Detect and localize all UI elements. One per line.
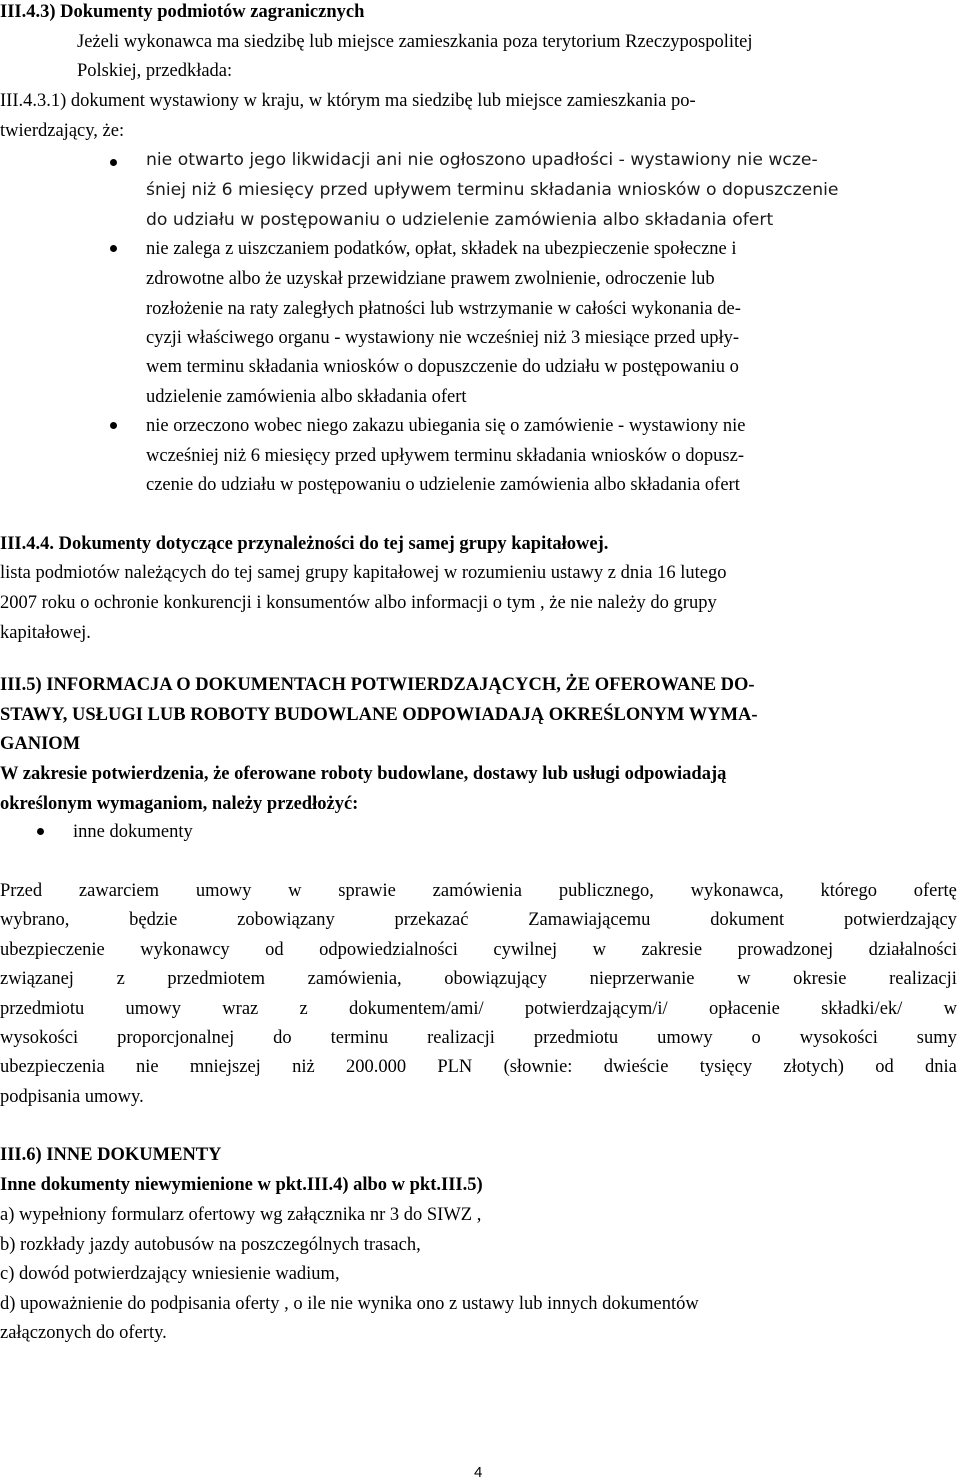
bullet-text: do udziału w postępowaniu o udzielenie zamówienia albo składania ofert xyxy=(146,210,774,230)
word: w xyxy=(737,969,751,989)
list-item: d) upoważnienie do podpisania oferty , o ile nie wynika ono z ustawy lub innych dokumentów xyxy=(0,1294,699,1314)
bullet-text: nie otwarto jego likwidacji ani nie ogłoszono upadłości - wystawiony nie wcze- xyxy=(146,150,818,170)
section-heading-4-3: III.4.3) Dokumenty podmiotów zagranicznych xyxy=(0,2,365,22)
paragraph-line xyxy=(0,1029,957,1048)
paragraph-line: podpisania umowy. xyxy=(0,1087,144,1107)
section-heading-5: STAWY, USŁUGI LUB ROBOTY BUDOWLANE ODPOWIADAJĄ OKREŚLONYM WYMA- xyxy=(0,705,758,725)
paragraph-line: 2007 roku o ochronie konkurencji i konsumentów albo informacji o tym , że nie należy do grupy xyxy=(0,593,717,613)
bullet-text: nie orzeczono wobec niego zakazu ubiegania się o zamówienie - wystawiony nie xyxy=(146,416,746,436)
word: z xyxy=(299,999,308,1019)
section-subheading: W zakresie potwierdzenia, że oferowane roboty budowlane, dostawy lub usługi odpowiadają xyxy=(0,764,727,784)
list-item: b) rozkłady jazdy autobusów na poszczególnych trasach, xyxy=(0,1235,421,1255)
word: prowadzonej xyxy=(737,940,834,960)
word: okresie xyxy=(793,969,847,989)
word: ubezpieczenie xyxy=(0,940,105,960)
word: sumy xyxy=(916,1028,957,1048)
word: przedmiotem xyxy=(167,969,266,989)
bullet-icon xyxy=(37,828,44,835)
section-subheading: Inne dokumenty niewymienione w pkt.III.4) albo w pkt.III.5) xyxy=(0,1175,483,1195)
word: nieprzerwanie xyxy=(589,969,695,989)
paragraph-line xyxy=(0,941,957,960)
word: wykonawcy xyxy=(140,940,230,960)
word: zamówienia, xyxy=(307,969,402,989)
intro-line: Polskiej, przedkłada: xyxy=(77,61,233,81)
subsection-line: twierdzający, że: xyxy=(0,121,125,141)
word: zamówienia xyxy=(432,881,523,901)
word: dnia xyxy=(925,1057,957,1077)
bullet-text: śniej niż 6 miesięcy przed upływem terminu składania wniosków o dopuszczenie xyxy=(146,180,839,200)
word: realizacji xyxy=(889,969,957,989)
bullet-text: inne dokumenty xyxy=(73,822,193,842)
paragraph-line: kapitałowej. xyxy=(0,623,91,643)
bullet-text: czenie do udziału w postępowaniu o udzielenie zamówienia albo składania ofert xyxy=(146,475,740,495)
word: dokumentem/ami/ xyxy=(349,999,484,1019)
word: realizacji xyxy=(427,1028,495,1048)
paragraph-line xyxy=(0,911,957,930)
word: nie xyxy=(136,1057,159,1077)
word: potwierdzający xyxy=(843,910,957,930)
word: umowy xyxy=(125,999,182,1019)
word: (słownie: xyxy=(503,1057,573,1077)
word: umowy xyxy=(195,881,252,901)
word: działalności xyxy=(868,940,957,960)
word: publicznego, xyxy=(558,881,654,901)
section-heading-4-4: III.4.4. Dokumenty dotyczące przynależności do tej samej grupy kapitałowej. xyxy=(0,534,609,554)
word: składki/ek/ xyxy=(821,999,903,1019)
word: tysięcy xyxy=(699,1057,753,1077)
word: w xyxy=(943,999,957,1019)
word: niż xyxy=(292,1057,315,1077)
word: którego xyxy=(820,881,877,901)
bullet-icon xyxy=(110,159,117,166)
section-subheading: określonym wymaganiom, należy przedłożyć: xyxy=(0,794,359,814)
word: wykonawca, xyxy=(690,881,784,901)
word: Zamawiającemu xyxy=(528,910,651,930)
word: złotych) xyxy=(783,1057,844,1077)
word: dokument xyxy=(710,910,785,930)
word: dwieście xyxy=(603,1057,669,1077)
word: zobowiązany xyxy=(237,910,335,930)
list-item: a) wypełniony formularz ofertowy wg załącznika nr 3 do SIWZ , xyxy=(0,1205,482,1225)
word: potwierdzającym/i/ xyxy=(524,999,668,1019)
section-heading-5: III.5) INFORMACJA O DOKUMENTACH POTWIERDZAJĄCYCH, ŻE OFEROWANE DO- xyxy=(0,675,755,695)
word: PLN xyxy=(437,1057,473,1077)
paragraph-line xyxy=(0,1058,957,1077)
bullet-text: udzielenie zamówienia albo składania ofert xyxy=(146,387,467,407)
word: przedmiotu xyxy=(533,1028,619,1048)
bullet-text: wcześniej niż 6 miesięcy przed upływem terminu składania wniosków o dopusz- xyxy=(146,446,745,466)
word: związanej xyxy=(0,969,74,989)
word: do xyxy=(273,1028,292,1048)
word: odpowiedzialności xyxy=(319,940,458,960)
word: przekazać xyxy=(394,910,469,930)
word: obowiązujący xyxy=(444,969,548,989)
bullet-text: wem terminu składania wniosków o dopuszczenie do udziału w postępowaniu o xyxy=(146,357,739,377)
section-heading-6: III.6) INNE DOKUMENTY xyxy=(0,1145,222,1165)
word: od xyxy=(875,1057,894,1077)
paragraph-line xyxy=(0,882,957,901)
word: mniejszej xyxy=(189,1057,261,1077)
word: 200.000 xyxy=(345,1057,407,1077)
bullet-icon xyxy=(110,245,117,252)
word: zawarciem xyxy=(78,881,160,901)
word: wybrano, xyxy=(0,910,70,930)
word: Przed xyxy=(0,881,43,901)
bullet-icon xyxy=(110,422,117,429)
subsection-line: III.4.3.1) dokument wystawiony w kraju, w którym ma siedzibę lub miejsce zamieszkania po- xyxy=(0,91,696,111)
paragraph-line: lista podmiotów należących do tej samej grupy kapitałowej w rozumieniu ustawy z dnia 16 lutego xyxy=(0,563,727,583)
intro-line: Jeżeli wykonawca ma siedzibę lub miejsce zamieszkania poza terytorium Rzeczypospolitej xyxy=(77,32,753,52)
paragraph-line xyxy=(0,1000,957,1019)
section-heading-5: GANIOM xyxy=(0,734,81,754)
word: będzie xyxy=(129,910,178,930)
word: opłacenie xyxy=(708,999,780,1019)
bullet-text: rozłożenie na raty zaległych płatności lub wstrzymanie w całości wykonania de- xyxy=(146,299,741,319)
word: zakresie xyxy=(641,940,703,960)
list-item: załączonych do oferty. xyxy=(0,1323,167,1343)
word: od xyxy=(265,940,284,960)
paragraph-line xyxy=(0,970,957,989)
word: w xyxy=(288,881,302,901)
page-number: 4 xyxy=(474,1464,483,1481)
word: ofertę xyxy=(913,881,957,901)
word: sprawie xyxy=(338,881,396,901)
word: wysokości xyxy=(0,1028,79,1048)
word: w xyxy=(592,940,606,960)
bullet-text: nie zalega z uiszczaniem podatków, opłat, składek na ubezpieczenie społeczne i xyxy=(146,239,737,259)
bullet-text: zdrowotne albo że uzyskał przewidziane prawem zwolnienie, odroczenie lub xyxy=(146,269,715,289)
word: terminu xyxy=(330,1028,389,1048)
word: wraz xyxy=(222,999,259,1019)
word: przedmiotu xyxy=(0,999,85,1019)
word: wysokości xyxy=(799,1028,878,1048)
word: cywilnej xyxy=(493,940,558,960)
word: proporcjonalnej xyxy=(117,1028,235,1048)
list-item: c) dowód potwierdzający wniesienie wadium, xyxy=(0,1264,340,1284)
word: z xyxy=(116,969,125,989)
word: ubezpieczenia xyxy=(0,1057,105,1077)
word: umowy xyxy=(657,1028,713,1048)
bullet-text: cyzji właściwego organu - wystawiony nie wcześniej niż 3 miesiące przed upły- xyxy=(146,328,740,348)
word: o xyxy=(751,1028,761,1048)
